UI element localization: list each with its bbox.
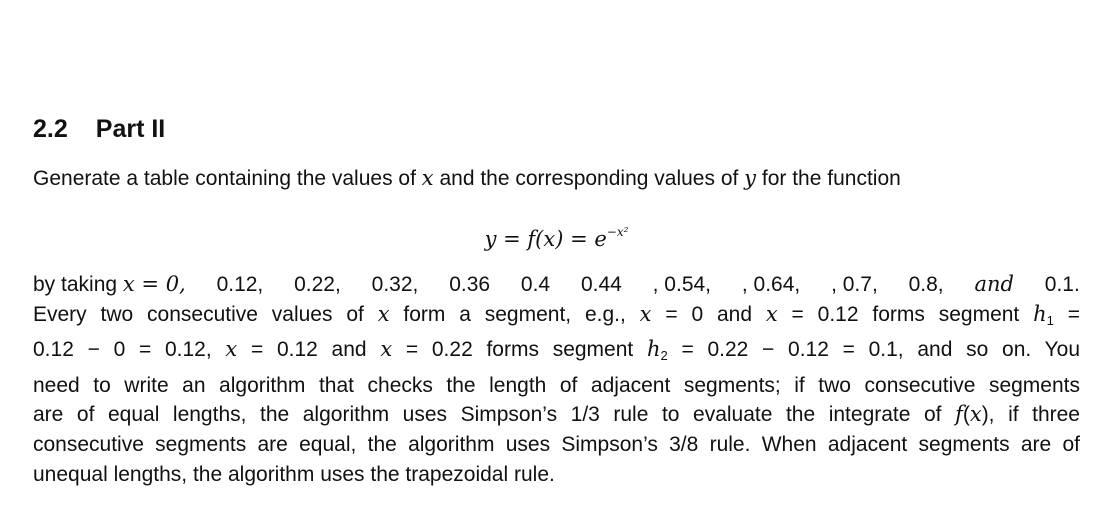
- section-number: 2.2: [33, 115, 68, 143]
- x-value: , 0.7,: [831, 273, 878, 296]
- conjunction-and: and: [974, 272, 1014, 296]
- x-value: 0.8,: [908, 273, 944, 296]
- x-value: , 0.64,: [741, 273, 801, 296]
- paragraph-line: are of equal lengths, the algorithm uses Simpson’s 1/3 rule to evaluate the integrate of f(x), if three: [33, 402, 1080, 427]
- section-heading: [33, 113, 165, 145]
- intro-text: Generate a table containing the values of: [33, 167, 422, 190]
- line-prefix: by taking x = 0,: [33, 272, 186, 296]
- intro-sentence: [33, 163, 1080, 194]
- paragraph-line: need to write an algorithm that checks the length of adjacent segments; if two consecutive segments: [33, 373, 1080, 397]
- section-title: Part II: [95, 115, 166, 143]
- x-value: 0.12,: [216, 273, 264, 296]
- body-paragraph: [33, 270, 1080, 489]
- display-equation: [33, 214, 1080, 257]
- paragraph-line: consecutive segments are equal, the algorithm uses Simpson’s 3/8 rule. When adjacent segments are of: [33, 432, 1080, 456]
- x-value: 0.32,: [371, 273, 419, 296]
- paragraph-line: 0.12 − 0 = 0.12, x = 0.12 and x = 0.22 forms segment $h_2 = 0.22 - 0.12 = 0.1$, and so on. You: [33, 337, 1080, 364]
- intro-text: and the corresponding values of: [433, 167, 745, 190]
- paragraph-line: unequal lengths, the algorithm uses the trapezoidal rule.: [33, 462, 555, 486]
- x-value: 0.1.: [1044, 273, 1080, 296]
- equation-exponent: −x²: [606, 225, 629, 239]
- paragraph-line: Every two consecutive values of x form a segment, e.g., x = 0 and x = 0.12 forms segment $h_1$ =: [33, 301, 1080, 328]
- x-value: 0.22,: [294, 273, 341, 296]
- x-value: 0.36: [449, 273, 491, 296]
- math-variable: y: [744, 166, 757, 190]
- x-values-line: [33, 270, 1080, 300]
- x-value: , 0.54,: [652, 273, 712, 296]
- intro-text: for the function: [756, 167, 901, 190]
- math-variable: x: [421, 166, 434, 190]
- x-value: 0.44: [580, 273, 622, 296]
- equation-body: y = f(x) = e: [484, 227, 607, 251]
- x-value: 0.4: [520, 273, 551, 296]
